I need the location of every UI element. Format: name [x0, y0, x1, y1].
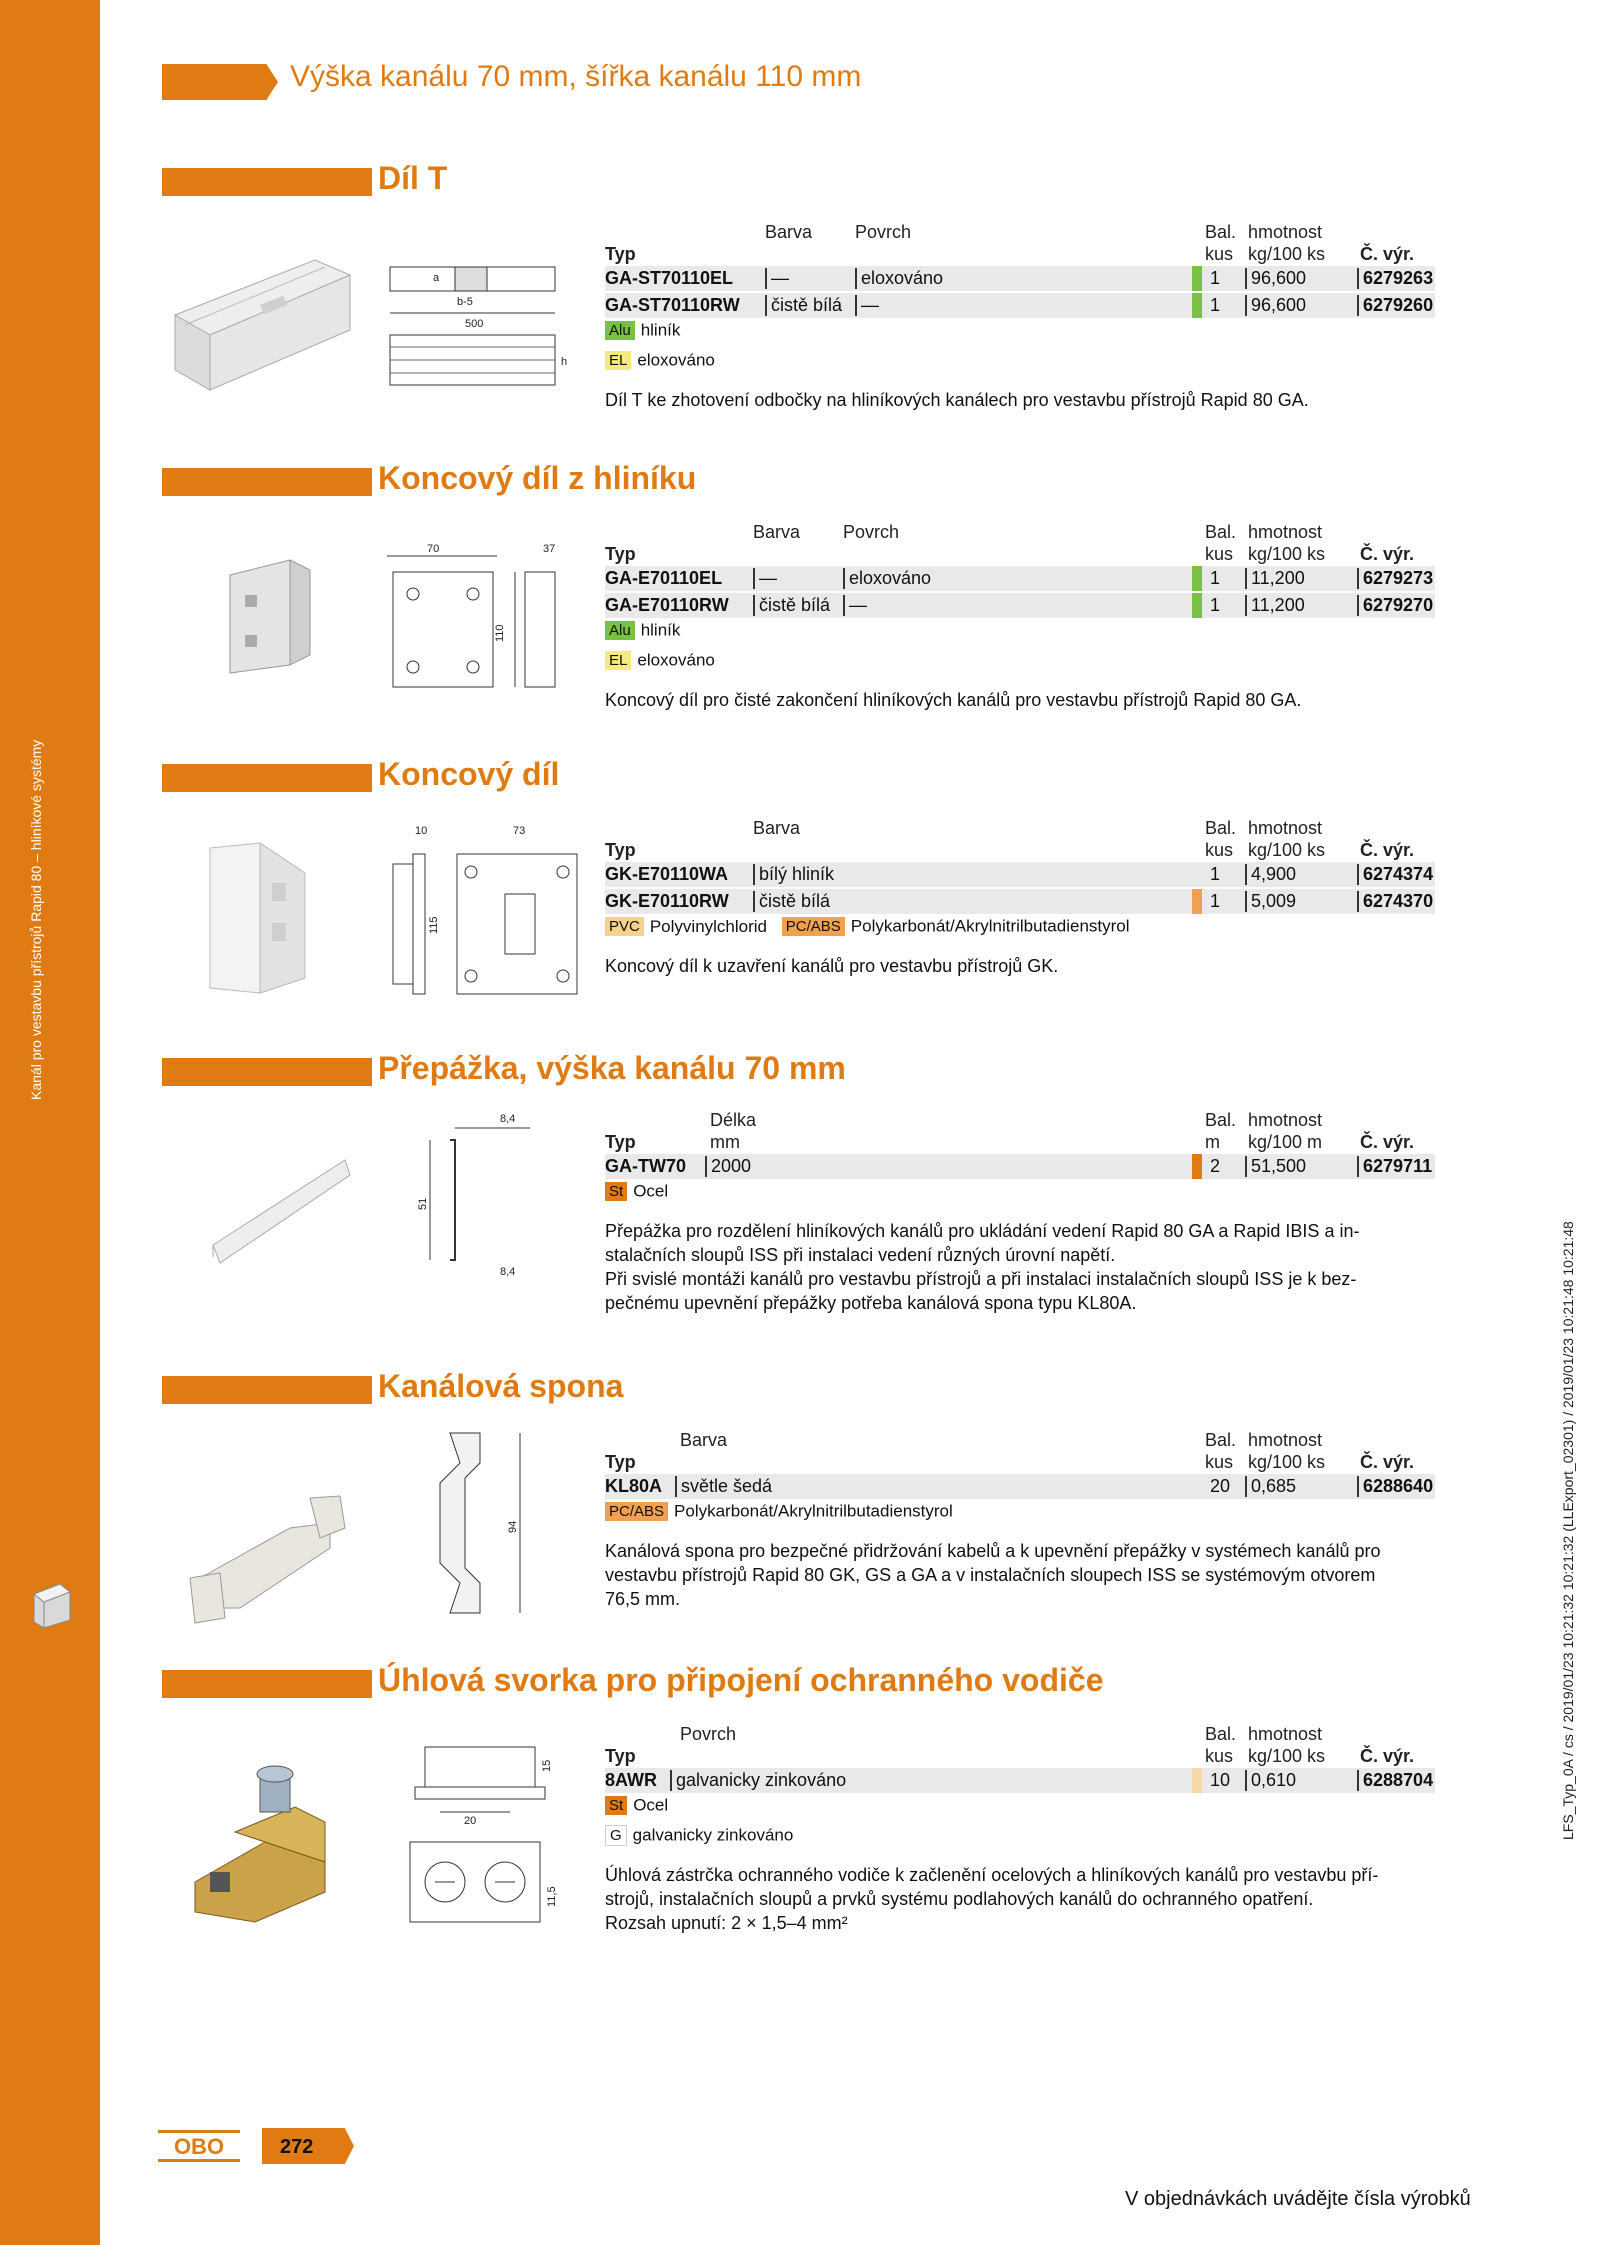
material-badge: Alu — [605, 321, 635, 340]
dim-8-4-bottom: 8,4 — [500, 1266, 516, 1278]
table-row: GK-E70110WA bílý hliník 1 4,900 6274374 — [605, 862, 1435, 887]
header-row-1: Povrch Bal. hmotnost — [680, 1724, 1323, 1744]
header-row-1: Barva Bal. hmotnost — [680, 1430, 1323, 1450]
t-piece-photo — [165, 255, 355, 395]
end-piece-alu-photo — [215, 555, 325, 675]
dim-70: 70 — [427, 543, 440, 555]
page-title: Výška kanálu 70 mm, šířka kanálu 110 mm — [290, 60, 862, 93]
obo-logo — [158, 2130, 240, 2162]
material-badge: Alu — [605, 621, 635, 640]
table-row: GA-ST70110RW čistě bílá — 1 96,600 6279260 — [605, 293, 1435, 318]
dim-73: 73 — [513, 825, 526, 837]
section-bar — [162, 1376, 372, 1404]
section-bar — [162, 168, 372, 196]
footer-note: V objednávkách uvádějte čísla výrobků — [1125, 2188, 1471, 2210]
header-row-1: Barva Povrch Bal. hmotnost — [765, 222, 1323, 242]
header-row-2: Typ mm m kg/100 m Č. výr. — [605, 1132, 1415, 1152]
dim-500: 500 — [465, 318, 484, 330]
dim-51: 51 — [417, 1197, 429, 1210]
description: Koncový díl pro čisté zakončení hliníkových kanálů pro vestavbu přístrojů Rapid 80 GA. — [605, 690, 1302, 710]
material-badge: PVC — [605, 917, 644, 936]
dim-11-5: 11,5 — [546, 1886, 558, 1907]
spec-table — [605, 1724, 1435, 1935]
left-sidebar-bar — [0, 0, 100, 2245]
header-row-1: Barva Povrch Bal. hmotnost — [753, 522, 1323, 542]
table-row: KL80A světle šedá 20 0,685 6288640 — [605, 1474, 1435, 1499]
end-piece-alu-drawing — [385, 542, 575, 692]
material-badge: G — [605, 1825, 627, 1846]
spec-table — [605, 522, 1435, 712]
svg-text:OBO: OBO — [173, 2134, 225, 2159]
dim-10: 10 — [415, 825, 428, 837]
dim-a: a — [433, 272, 440, 284]
description: Kanálová spona pro bezpečné přidržování kabelů a k upevnění přepážky v systémech kanálů pro vestavbu přístrojů Rapid 80 GK, GS a GA a v instalačních sloupech ISS se systémovým otvorem 76,5 mm. — [605, 1541, 1381, 1609]
section-bar — [162, 764, 372, 792]
spec-table — [605, 818, 1435, 978]
dim-20: 20 — [464, 1815, 477, 1827]
dim-8-4-top: 8,4 — [500, 1113, 516, 1125]
table-row: GA-TW70 2000 2 51,500 6279711 — [605, 1154, 1435, 1179]
material-badge: PC/ABS — [605, 1502, 668, 1521]
dim-h: h — [561, 356, 568, 368]
quality-mark — [1192, 1768, 1202, 1793]
section-bar — [162, 468, 372, 496]
table-row: GK-E70110RW čistě bílá 1 5,009 6274370 — [605, 889, 1435, 914]
material-line: Alu hliník — [605, 620, 1435, 650]
header-row-1: Barva Bal. hmotnost — [753, 818, 1323, 838]
material-badge: EL — [605, 351, 631, 370]
quality-mark — [1192, 593, 1202, 618]
dim-115: 115 — [428, 916, 440, 934]
material-badge: St — [605, 1796, 627, 1815]
terminal-drawing — [400, 1742, 570, 1932]
page-number: 272 — [280, 2136, 314, 2158]
spec-table — [605, 1430, 1435, 1611]
header-tag — [162, 64, 278, 100]
section-bar — [162, 1670, 372, 1698]
dim-110: 110 — [494, 624, 506, 642]
section-title: Úhlová svorka pro připojení ochranného vodiče — [378, 1662, 1104, 1698]
material-line: PC/ABS Polykarbonát/Akrylnitrilbutadienstyrol — [605, 1501, 1435, 1531]
material-line: St Ocel — [605, 1795, 1435, 1825]
dim-b5: b-5 — [457, 296, 473, 308]
quality-mark — [1192, 566, 1202, 591]
dim-94: 94 — [507, 1520, 519, 1533]
section-title: Koncový díl — [378, 756, 560, 792]
material-badge: St — [605, 1182, 627, 1201]
header-row-2: Typ kus kg/100 ks Č. výr. — [605, 544, 1415, 564]
section-title: Kanálová spona — [378, 1368, 624, 1404]
description: Koncový díl k uzavření kanálů pro vestavbu přístrojů GK. — [605, 956, 1059, 976]
description: Přepážka pro rozdělení hliníkových kanálů pro ukládání vedení Rapid 80 GA a Rapid IBIS a in- stalačních sloupů ISS při instalaci vedení různých úrovní napětí. Při svislé montáži kanálů pro vestavbu přístrojů a při instalaci instalačních sloupů ISS je k bez- pečnému upevnění přepážky potřeba kanálová spona typu KL80A. — [605, 1221, 1360, 1313]
material-line: EL eloxováno — [605, 650, 1435, 680]
partition-photo — [205, 1145, 355, 1275]
t-piece-drawing — [385, 265, 575, 390]
dim-15: 15 — [541, 1759, 553, 1772]
header-row-1: Délka Bal. hmotnost — [710, 1110, 1323, 1130]
section-title: Díl T — [378, 160, 448, 196]
header-row-2: Typ kus kg/100 ks Č. výr. — [605, 1452, 1415, 1472]
spec-table — [605, 1110, 1435, 1315]
table-row: GA-E70110EL — eloxováno 1 11,200 6279273 — [605, 566, 1435, 591]
material-badge: EL — [605, 651, 631, 670]
clip-photo — [180, 1478, 350, 1628]
header-row-2: Typ kus kg/100 ks Č. výr. — [605, 244, 1415, 264]
table-row: GA-ST70110EL — eloxováno 1 96,600 6279263 — [605, 266, 1435, 291]
end-piece-drawing — [385, 824, 585, 994]
material-line: PVC Polyvinylchlorid PC/ABS Polykarbonát/Akrylnitrilbutadienstyrol — [605, 916, 1435, 946]
material-line: G galvanicky zinkováno — [605, 1825, 1435, 1855]
table-row: GA-E70110RW čistě bílá — 1 11,200 6279270 — [605, 593, 1435, 618]
cable-duct-icon — [30, 1580, 74, 1630]
spec-table — [605, 222, 1435, 412]
header-row-2: Typ kus kg/100 ks Č. výr. — [605, 840, 1415, 860]
partition-drawing — [417, 1110, 580, 1280]
quality-mark — [1192, 293, 1202, 318]
section-title: Přepážka, výška kanálu 70 mm — [378, 1050, 846, 1086]
end-piece-photo — [200, 838, 320, 998]
quality-mark — [1192, 1154, 1202, 1179]
header-row-2: Typ kus kg/100 ks Č. výr. — [605, 1746, 1415, 1766]
clip-drawing — [420, 1423, 550, 1623]
quality-mark — [1192, 266, 1202, 291]
table-row: 8AWR galvanicky zinkováno 10 0,610 6288704 — [605, 1768, 1435, 1793]
material-line: Alu hliník — [605, 320, 1435, 350]
dim-37: 37 — [543, 543, 556, 555]
material-badge: PC/ABS — [782, 917, 845, 936]
description: Úhlová zástrčka ochranného vodiče k začlenění ocelových a hliníkových kanálů pro vestavbu pří- strojů, instalačních sloupů a prvků systému podlahových kanálů do ochranného opatření. Rozsah upnutí: 2 × 1,5–4 mm² — [605, 1865, 1379, 1933]
material-line: EL eloxováno — [605, 350, 1435, 380]
section-title: Koncový díl z hliníku — [378, 460, 697, 496]
material-line: St Ocel — [605, 1181, 1435, 1211]
section-bar — [162, 1058, 372, 1086]
description: Díl T ke zhotovení odbočky na hliníkových kanálech pro vestavbu přístrojů Rapid 80 GA. — [605, 390, 1309, 410]
quality-mark — [1192, 889, 1202, 914]
terminal-photo — [175, 1762, 350, 1932]
